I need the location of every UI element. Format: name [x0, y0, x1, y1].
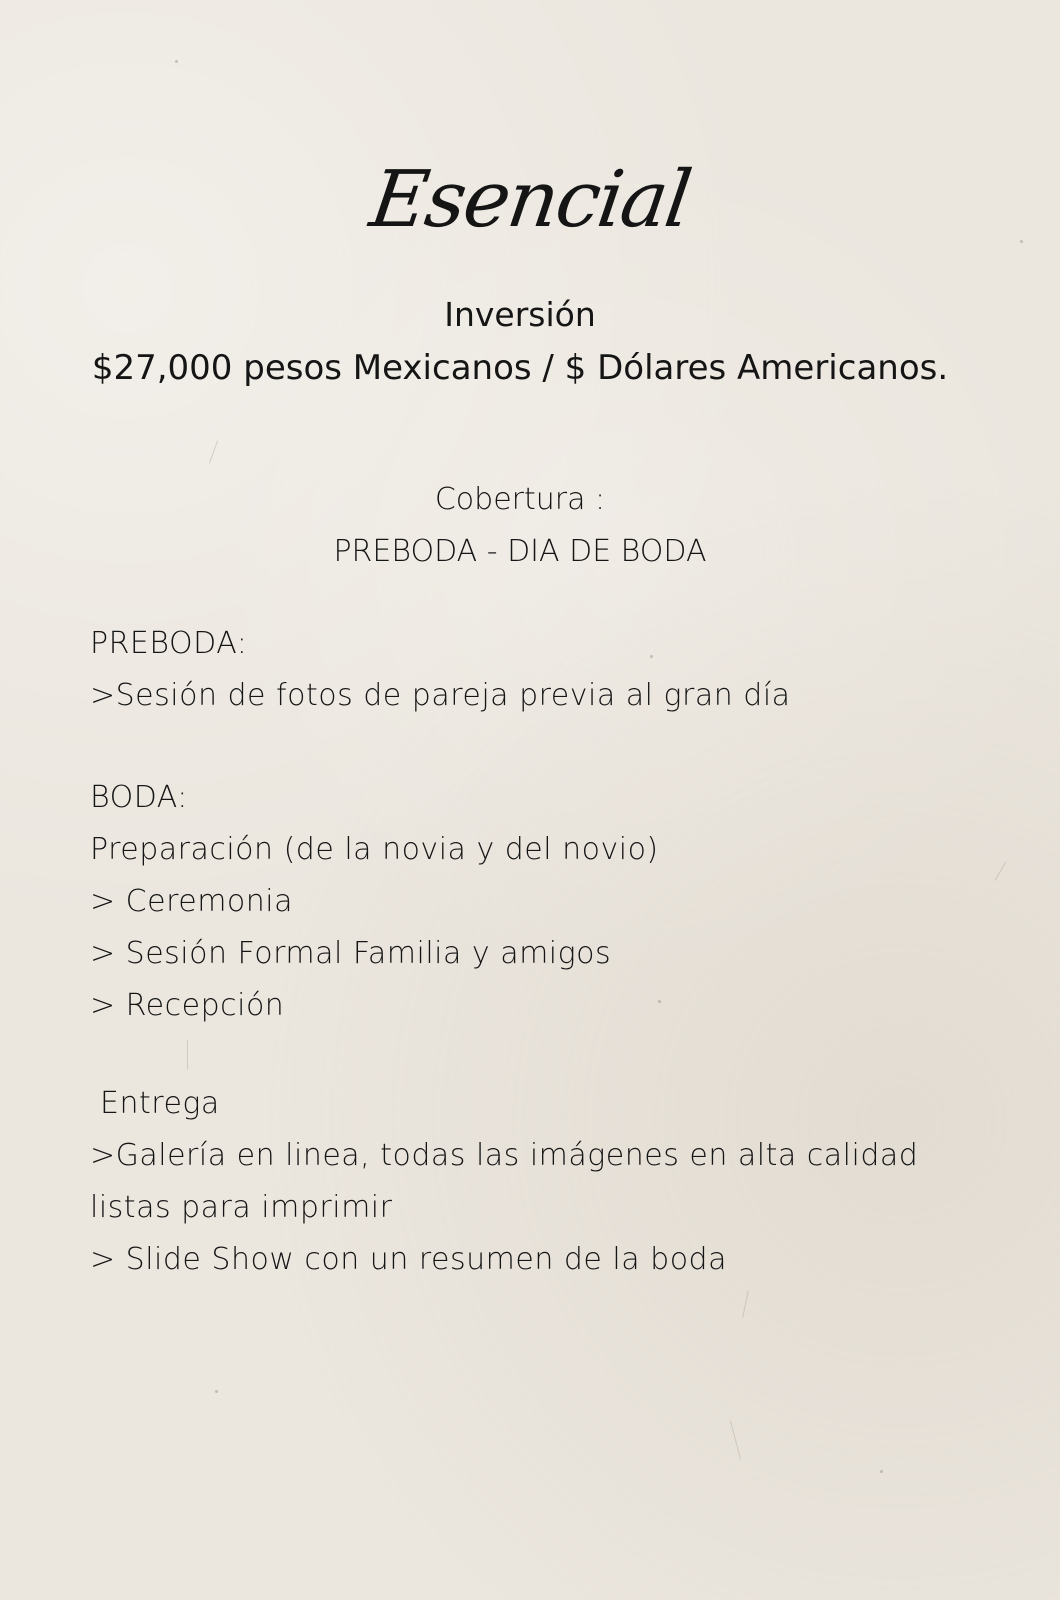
preboda-section: [90, 618, 1020, 722]
paper-speck: [215, 1390, 218, 1393]
paper-speck: [175, 60, 178, 63]
paper-fiber: [730, 1421, 741, 1460]
entrega-item: >Galería en linea, todas las imágenes en alta calidad: [90, 1138, 919, 1173]
paper-fiber: [742, 1290, 749, 1318]
boda-item: > Ceremonia: [90, 884, 294, 919]
boda-item: Preparación (de la novia y del novio): [90, 832, 659, 867]
boda-heading: BODA:: [90, 780, 188, 815]
boda-item: > Recepción: [90, 988, 285, 1023]
package-title: Esencial: [364, 155, 696, 245]
entrega-heading: Entrega: [90, 1086, 220, 1121]
investment-label: Inversión: [444, 295, 596, 334]
price-text: $27,000 pesos Mexicanos / $ Dólares Americanos.: [91, 348, 949, 388]
preboda-item: >Sesión de fotos de pareja previa al gran día: [90, 678, 791, 713]
paper-speck: [880, 1470, 883, 1473]
entrega-item: listas para imprimir: [90, 1190, 393, 1225]
coverage-label: Cobertura :: [434, 482, 606, 517]
boda-item: > Sesión Formal Familia y amigos: [90, 936, 612, 971]
boda-section: [90, 772, 1020, 1032]
preboda-heading: PREBODA:: [90, 626, 248, 661]
entrega-section: [90, 1078, 1020, 1286]
coverage-value: PREBODA - DIA DE BODA: [333, 534, 707, 569]
entrega-item: > Slide Show con un resumen de la boda: [90, 1242, 727, 1277]
paper-fiber: [209, 441, 218, 464]
paper-fiber: [187, 1040, 188, 1070]
